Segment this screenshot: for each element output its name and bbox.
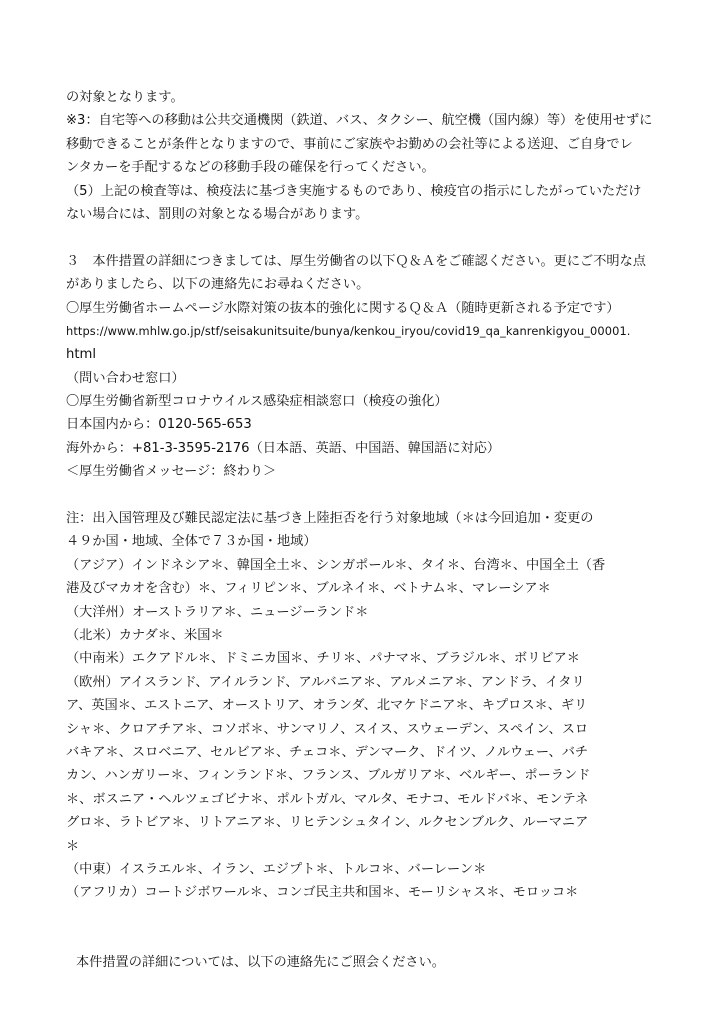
- text-line: （北米）カナダ＊、米国＊: [66, 627, 224, 643]
- text-line: シャ＊、クロアチア＊、コソボ＊、サンマリノ、スイス、スウェーデン、スペイン、スロ: [66, 721, 589, 737]
- text-line: html: [66, 347, 97, 363]
- text-line: 〇厚生労働省新型コロナウイルス感染症相談窓口（検疫の強化）: [66, 394, 448, 410]
- text-line: （問い合わせ窓口）: [66, 370, 185, 386]
- blank-line: [66, 226, 668, 249]
- text-line: 移動できることが条件となりますので、事前にご家族やお勤めの会社等による送迎、ご自身でレ: [66, 136, 633, 152]
- text-line: （欧州）アイスランド、アイルランド、アルバニア＊、アルメニア＊、アンドラ、イタリ: [66, 674, 585, 690]
- text-line: （アフリカ）コートジボワール＊、コンゴ民主共和国＊、モーリシャス＊、モロッコ＊: [66, 885, 579, 901]
- text-line: がありましたら、以下の連絡先にお尋ねください。: [66, 277, 370, 293]
- text-line: 〇厚生労働省ホームページ水際対策の抜本的強化に関するＱ＆Ａ（随時更新される予定です）: [66, 300, 620, 316]
- text-line: （大洋州）オーストラリア＊、ニュージーランド＊: [66, 604, 369, 620]
- text-line: （中東）イスラエル＊、イラン、エジプト＊、トルコ＊、バーレーン＊: [66, 861, 487, 877]
- text-line: の対象となります。: [66, 90, 184, 105]
- text-line: ＊、ボスニア・ヘルツェゴビナ＊、ポルトガル、マルタ、モナコ、モルドバ＊、モンテネ: [66, 791, 589, 807]
- text-line: ない場合には、罰則の対象となる場合があります。: [66, 206, 369, 222]
- text-line: ４９か国・地域、全体で７３か国・地域）: [66, 534, 317, 550]
- url-text: https://www.mhlw.go.jp/stf/seisakunitsuite/bunya/kenkou_iryou/covid19_qa_kanrenkigyou_00001.: [66, 323, 631, 338]
- text-line: グロ＊、ラトビア＊、リトアニア＊、リヒテンシュタイン、ルクセンブルク、ルーマニア: [66, 815, 589, 831]
- text-line: ンタカーを手配するなどの移動手段の確保を行ってください。: [66, 160, 435, 176]
- document-body: [66, 86, 668, 928]
- blank-line: [66, 905, 668, 928]
- text-line: （中南米）エクアドル＊、ドミニカ国＊、チリ＊、パナマ＊、ブラジル＊、ボリビア＊: [66, 651, 580, 667]
- text-line: 注：出入国管理及び難民認定法に基づき上陸拒否を行う対象地域（＊は今回追加・変更の: [66, 511, 594, 527]
- text-line: （5）上記の検査等は、検疫法に基づき実施するものであり、検疫官の指示にしたがっていただけ: [66, 183, 642, 199]
- footer-note: 本件措置の詳細については、以下の連絡先にご照会ください。: [76, 955, 445, 971]
- text-line: ＊: [66, 838, 80, 854]
- text-line: ＜厚生労働省メッセージ：終わり＞: [66, 464, 277, 480]
- text-line: ３ 本件措置の詳細につきましては、厚生労働省の以下Ｑ＆Ａをご確認ください。更にご不明な点: [66, 253, 646, 269]
- blank-line: [66, 484, 668, 507]
- text-line: （アジア）インドネシア＊、韓国全土＊、シンガポール＊、タイ＊、台湾＊、中国全土（香: [66, 557, 606, 573]
- text-line: 日本国内から：0120-565-653: [66, 417, 252, 433]
- text-line: 港及びマカオを含む）＊、フィリピン＊、ブルネイ＊、ベトナム＊、マレーシア＊: [66, 581, 551, 597]
- text-line: 海外から：+81-3-3595-2176（日本語、英語、中国語、韓国語に対応）: [66, 440, 501, 456]
- text-line: ア、英国＊、エストニア、オーストリア、オランダ、北マケドニア＊、キプロス＊、ギリ: [66, 698, 588, 714]
- text-line: ※3：自宅等への移動は公共交通機関（鉄道、バス、タクシー、航空機（国内線）等）を使用せずに: [66, 113, 653, 129]
- text-line: カン、ハンガリー＊、フィンランド＊、フランス、ブルガリア＊、ベルギー、ポーランド: [66, 768, 591, 784]
- text-line: バキア＊、スロベニア、セルビア＊、チェコ＊、デンマーク、ドイツ、ノルウェー、バチ: [66, 744, 589, 760]
